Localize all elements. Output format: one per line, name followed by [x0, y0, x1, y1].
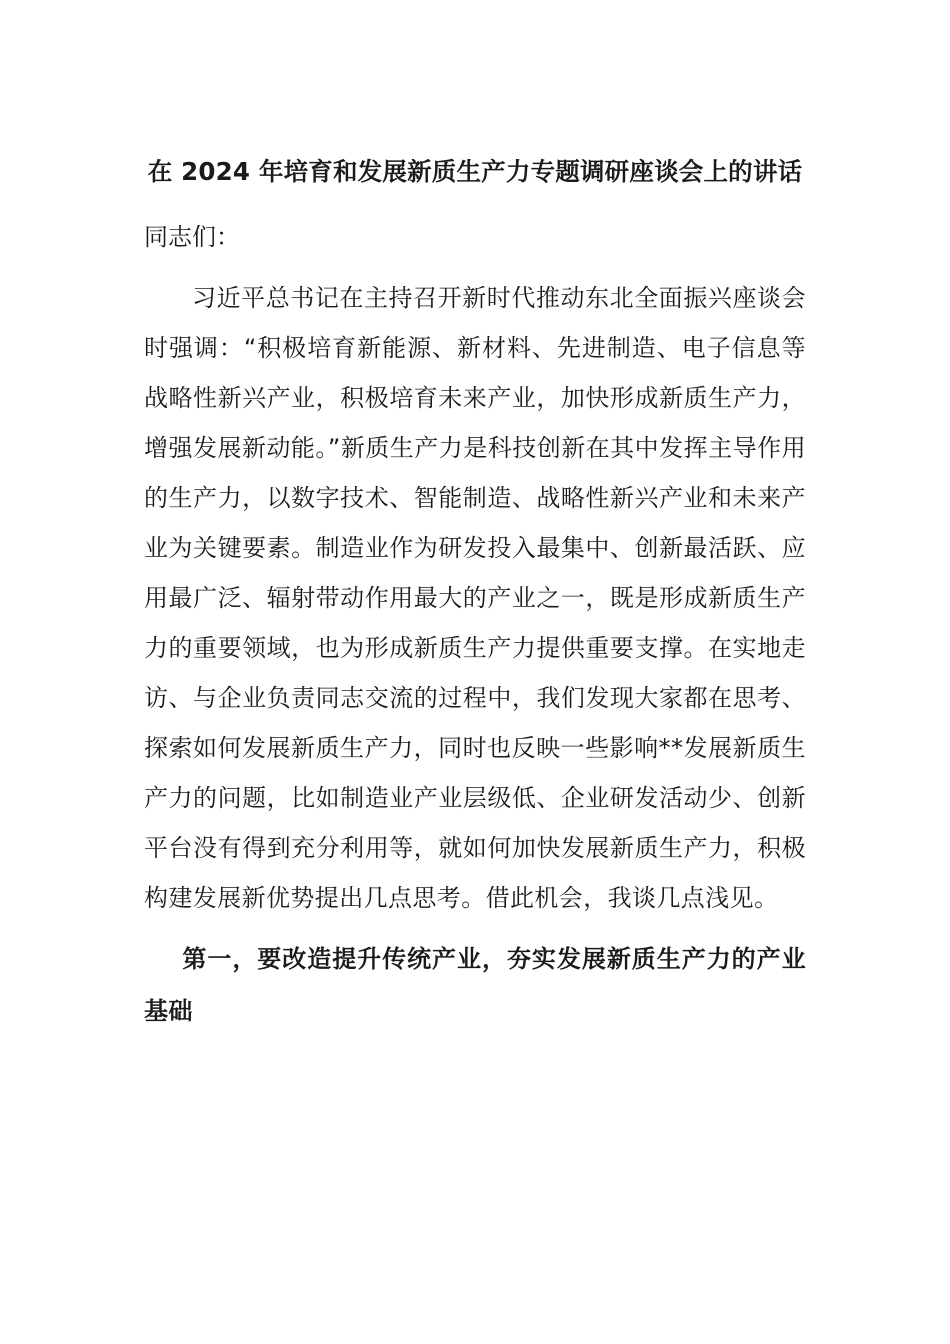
section-heading: 第一，要改造提升传统产业，夯实发展新质生产力的产业基础	[144, 945, 806, 1025]
document-title: 在 2024 年培育和发展新质生产力专题调研座谈会上的讲话	[147, 157, 803, 186]
document-page	[144, 146, 806, 1037]
body-paragraph: 习近平总书记在主持召开新时代推动东北全面振兴座谈会时强调：“积极培育新能源、新材料、先进制造、电子信息等战略性新兴产业，积极培育未来产业，加快形成新质生产力，增强发展新动能。”新质生产力是科技创新在其中发挥主导作用的生产力，以数字技术、智能制造、战略性新兴产业和未来产业为关键要素。制造业作为研发投入最集中、创新最活跃、应用最广泛、辐射带动作用最大的产业之一，既是形成新质生产力的重要领域，也为形成新质生产力提供重要支撑。在实地走访、与企业负责同志交流的过程中，我们发现大家都在思考、探索如何发展新质生产力，同时也反映一些影响**发展新质生产力的问题，比如制造业产业层级低、企业研发活动少、创新平台没有得到充分利用等，就如何加快发展新质生产力，积极构建发展新优势提出几点思考。借此机会，我谈几点浅见。	[144, 284, 806, 912]
salutation: 同志们：	[144, 223, 240, 251]
